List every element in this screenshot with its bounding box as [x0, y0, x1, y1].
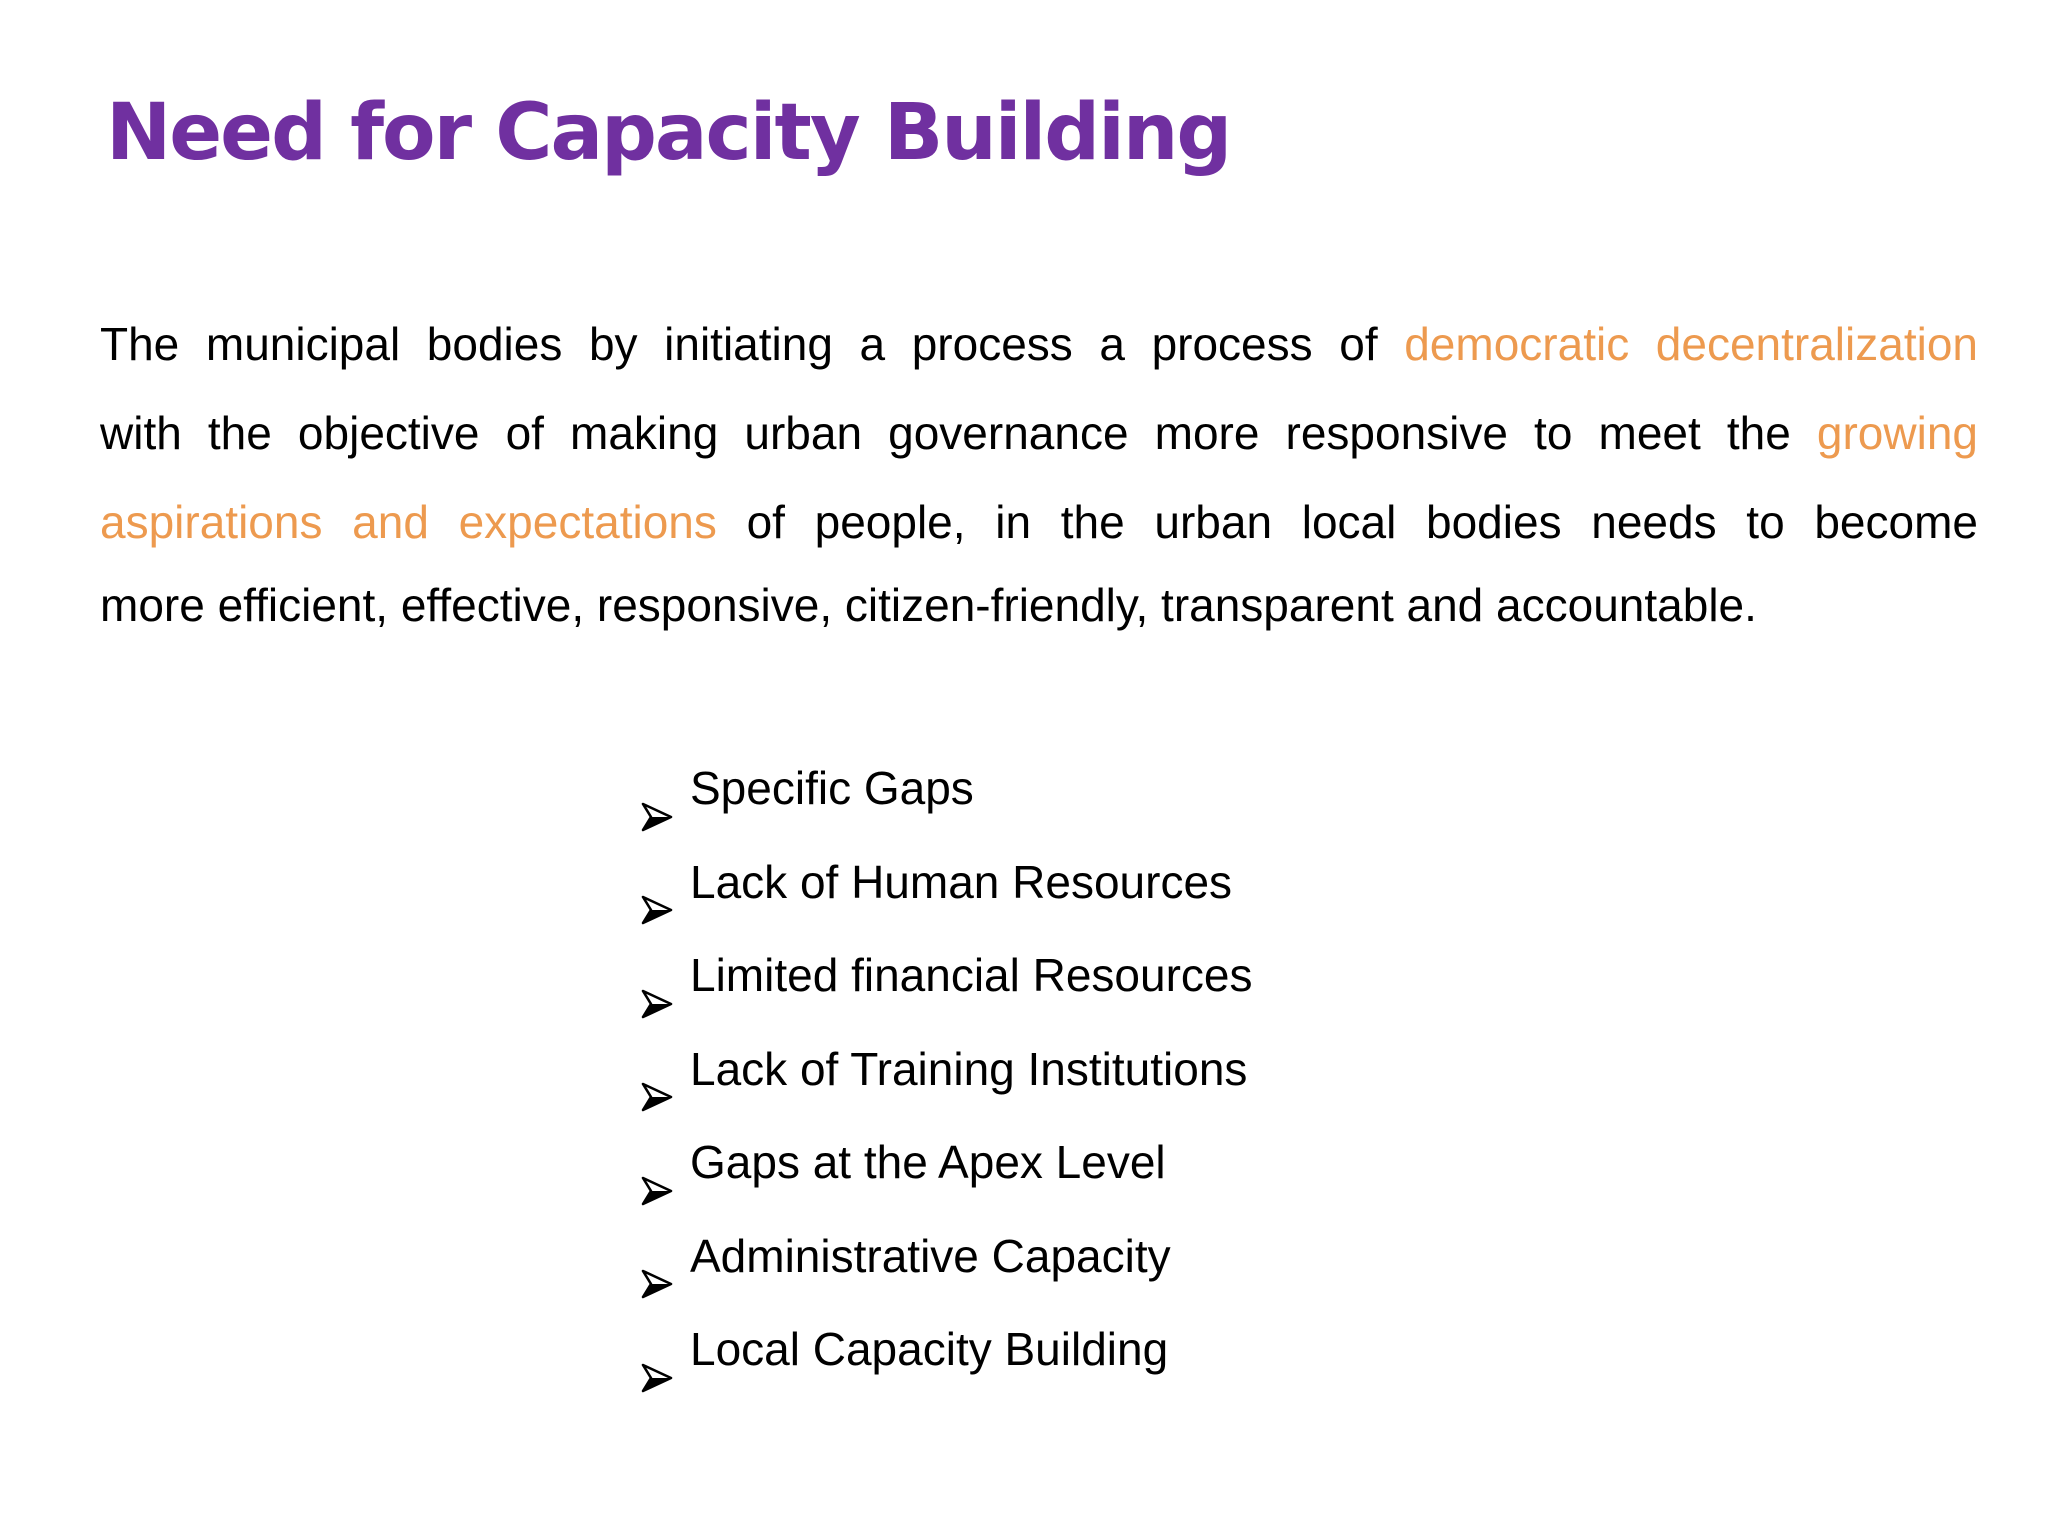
paragraph-text: more efficient, effective, responsive, citizen-friendly, transparent and accountable. — [100, 579, 1757, 631]
arrowhead-bullet-svg — [640, 987, 674, 1021]
bullet-text: Local Capacity Building — [690, 1323, 1169, 1375]
paragraph-text: The municipal bodies by initiating a process a process of — [100, 318, 1405, 370]
bullet-text: Lack of Human Resources — [690, 855, 1233, 908]
arrowhead-bullet-icon — [640, 1333, 674, 1367]
bullet-text: Gaps at the Apex Level — [690, 1136, 1166, 1188]
arrowhead-bullet-svg — [640, 1174, 674, 1208]
arrowhead-bullet-svg — [640, 1267, 674, 1301]
bullet-item — [640, 1210, 1253, 1304]
bullet-text: Specific Gaps — [690, 762, 974, 814]
bullet-item — [640, 1303, 1253, 1397]
bullet-item — [640, 929, 1253, 1023]
paragraph-line-2 — [100, 386, 1978, 481]
bullet-list — [640, 742, 1253, 1397]
arrowhead-bullet-icon — [640, 1052, 674, 1086]
arrowhead-bullet-icon — [640, 1146, 674, 1180]
arrowhead-bullet-icon — [640, 959, 674, 993]
arrowhead-bullet-svg — [640, 893, 674, 927]
bullet-text: Administrative Capacity — [690, 1229, 1171, 1282]
paragraph-line-1 — [100, 303, 1978, 386]
highlighted-phrase: aspirations and expectations — [100, 496, 717, 548]
highlighted-phrase: growing — [1816, 407, 1978, 459]
intro-paragraph — [100, 303, 1978, 647]
bullet-text: Lack of Training Institutions — [690, 1042, 1248, 1095]
paragraph-text: of people, in the urban local bodies needs to become — [716, 496, 1978, 548]
bullet-text: Limited financial Resources — [690, 949, 1253, 1001]
paragraph-line-4 — [100, 564, 1978, 647]
slide-title: Need for Capacity Building — [106, 88, 1231, 178]
highlighted-phrase: democratic decentralization — [1404, 318, 1978, 370]
bullet-item — [640, 836, 1253, 930]
arrowhead-bullet-icon — [640, 865, 674, 899]
bullet-item — [640, 1023, 1253, 1117]
arrowhead-bullet-svg — [640, 1080, 674, 1114]
paragraph-line-3 — [100, 481, 1978, 564]
arrowhead-bullet-svg — [640, 1361, 674, 1395]
arrowhead-bullet-icon — [640, 1239, 674, 1273]
arrowhead-bullet-icon — [640, 772, 674, 806]
bullet-item — [640, 742, 1253, 836]
paragraph-text: with the objective of making urban governance more responsive to meet the — [100, 407, 1817, 459]
bullet-item — [640, 1116, 1253, 1210]
arrowhead-bullet-svg — [640, 800, 674, 834]
